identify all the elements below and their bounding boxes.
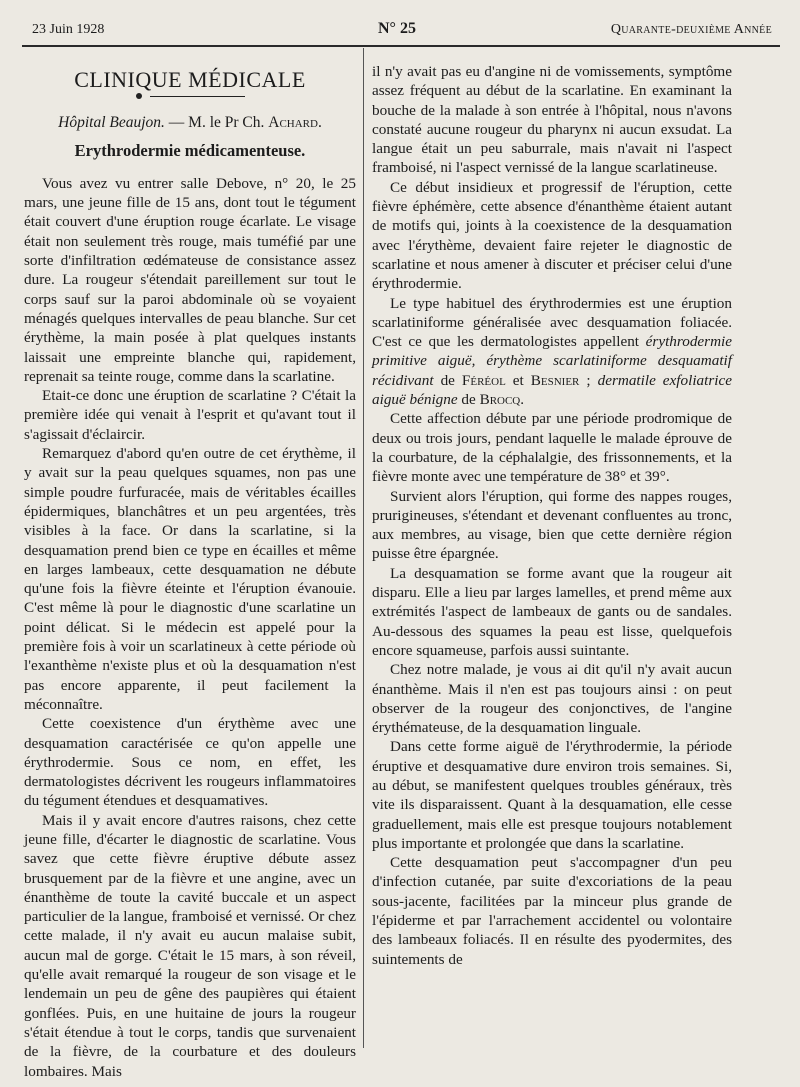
author-ref: Besnier [530, 371, 580, 389]
title-ornament [24, 93, 356, 99]
paragraph: Mais il y avait encore d'autres raisons, chez cette jeune fille, d'écarter le diagnostic de scarlatine. Vous savez que cette fièvre éruptive débute assez brusquement par de la fièvre et une angine, avec un énanthème de toute la cavité buccale et un aspect particulier de la langue, framboisé et vernissé. Or chez cette malade, il n'y avait eu aucun malaise subit, aucun mal de gorge. C'était le 15 mars, à son réveil, qu'elle avait remarqué la rougeur de son visage et le lendemain un peu de gêne des paupières qui étaient gonflées. Puis, en une huitaine de jours la rougeur s'était étendue à tout le corps, tandis que survenaient de la fièvre, de la courbature et des douleurs lombaires. Mais [24, 811, 356, 1080]
term-italic: dermatile exfoliatrice aiguë bénigne [372, 371, 732, 409]
author-ref: Féréol [461, 371, 506, 389]
author-prefix: — M. le Pr Ch. [168, 114, 265, 132]
paragraph: Remarquez d'abord qu'en outre de cet érythème, il y avait sur la peau quelques squames, non pas une simple poudre furfuracée, mais de véritables écailles épidermiques, blanchâtres et un peu argentées, très visibles à la face. Or dans la scarlatine, si la desquamation prend bien ce type en écailles et même en larges lambeaux, cette desquamation ne débute qu'une fois la fièvre éteinte et l'éruption évanouie. C'est même là pour le diagnostic d'une scarlatine un point délicat. Si le médecin est appelé pour la première fois à voir un scarlatineux à cette période où l'exanthème n'existe plus et où la desquamation n'est pas encore apparente, il peut facilement la méconnaître. [24, 445, 356, 713]
paragraph: Cette desquamation peut s'accompagner d'un peu d'infection cutanée, par suite d'excoriations de la peau sous-jacente, facilitées par la minceur plus grande de l'épiderme et par l'arrachement accidentel ou volontaire des lambeaux foliacés. Il en résulte des pyodermites, des suintements de [372, 854, 732, 968]
section-title: CLINIQUE MÉDICALE [74, 67, 306, 92]
header-rule [22, 45, 780, 47]
paragraph: Cette coexistence d'un érythème avec une desquamation caractérisée ce qu'on appelle une érythrodermie. Sous ce nom, en effet, les dermatologistes décrivent les rougeurs inflammatoires du tégument étendues et desquamatives. [24, 715, 356, 810]
author-ref: Brocq [479, 391, 521, 409]
byline [24, 113, 356, 132]
text-run: ; [579, 371, 598, 389]
text-run: de [433, 371, 462, 389]
ornament-dot [136, 93, 142, 99]
paragraph: Dans cette forme aiguë de l'érythrodermie, la période éruptive et desquamative dure environ trois semaines. Si, au début, se manifestent quelques troubles généraux, très vite ils disparaissent. Quant à la desquamation, elle cesse graduellement, mais elle est presque toujours notablement plus importante et prolongée que dans la scarlatine. [372, 738, 732, 852]
issue-number: N° 25 [378, 20, 416, 37]
right-column [372, 62, 732, 969]
paragraph: Ce début insidieux et progressif de l'éruption, cette fièvre éphémère, cette absence d'énanthème étaient autant de motifs qui, joints à la coexistence de la desquamation avec l'érythème, devaient faire rejeter le diagnostic de scarlatine et nous amener à discuter et préciser celui d'une érythrodermie. [372, 178, 732, 293]
paragraph: Vous avez vu entrer salle Debove, n° 20, le 25 mars, une jeune fille de 15 ans, dont tout le tégument était couvert d'une éruption rouge écarlate. Le visage était non seulement très rouge, mais tuméfié par une sorte d'infiltration œdémateuse de consistance assez dure. La rougeur s'étendait pareillement sur tout le corps sauf sur la paroi abdominale où se voyaient ménagés quelques intervalles de peau blanche. Sur cet érythème, la main posée à plat quelques instants laissait une empreinte blanche qui, rapidement, reprenait sa teinte rouge, comme dans la scarlatine. [24, 174, 356, 385]
paragraph: Survient alors l'éruption, qui forme des nappes rouges, prurigineuses, s'étendant et devenant confluentes au tronc, aux membres, au visage, bien que cette dernière région puisse être épargnée. [372, 487, 732, 563]
paragraph: Etait-ce donc une éruption de scarlatine ? C'était la première idée qui venait à l'esprit et qu'avant tout il s'agissait d'éclaircir. [24, 387, 356, 443]
term-italic: érythrodermie primitive aiguë, érythème scarlatiniforme desquamatif récidivant [372, 333, 732, 389]
text-run: . [520, 391, 525, 409]
paragraph: Cette affection débute par une période prodromique de deux ou trois jours, pendant laquelle le malade éprouve de la courbature, de la céphalalgie, des frissonnements, et la fièvre monte avec une température de 38° et 39°. [372, 410, 732, 486]
ornament-line [150, 96, 245, 97]
article-title: Erythrodermie médicamenteuse. [74, 140, 306, 160]
paragraph: Chez notre malade, je vous ai dit qu'il n'y avait aucun énanthème. Mais il n'en est pas toujours ainsi : on peut observer de la rougeur des conjonctives, de l'angine érythémateuse, de la desquamation linguale. [372, 661, 732, 737]
publication-year: Quarante-deuxième Année [610, 22, 772, 37]
author-name: Achard. [268, 114, 322, 132]
column-divider [363, 48, 364, 1048]
text-run: Le type habituel des érythrodermies est une éruption scarlatiniforme généralisée avec desquamation foliacée. C'est ce que les dermatologistes appellent [372, 294, 732, 351]
text-run: de [457, 391, 480, 409]
issue-date: 23 Juin 1928 [32, 22, 105, 37]
text-run: et [505, 371, 531, 389]
paragraph: La desquamation se forme avant que la rougeur ait disparu. Elle a lieu par larges lamelles, et prend même aux extrémités l'aspect de lambeaux de gants ou de sandales. Au-dessous des squames la peau est lisse, quelquefois encore squameuse, parfois aussi suintante. [372, 564, 732, 659]
left-column [24, 60, 356, 1081]
hospital-name: Hôpital Beaujon. [58, 114, 165, 132]
paragraph: il n'y avait pas eu d'angine ni de vomissements, symptôme assez fréquent au début de la scarlatine. En examinant la bouche de la malade à son entrée à l'hôpital, nous n'avons constaté aucune rougeur du pharynx ni aucun exsudat. La langue était un peu saburrale, mais n'avait ni l'aspect framboisé, ni l'aspect vernissé de la langue scarlatineuse. [372, 63, 732, 177]
paragraph-type [372, 294, 732, 410]
page-header [28, 16, 772, 46]
